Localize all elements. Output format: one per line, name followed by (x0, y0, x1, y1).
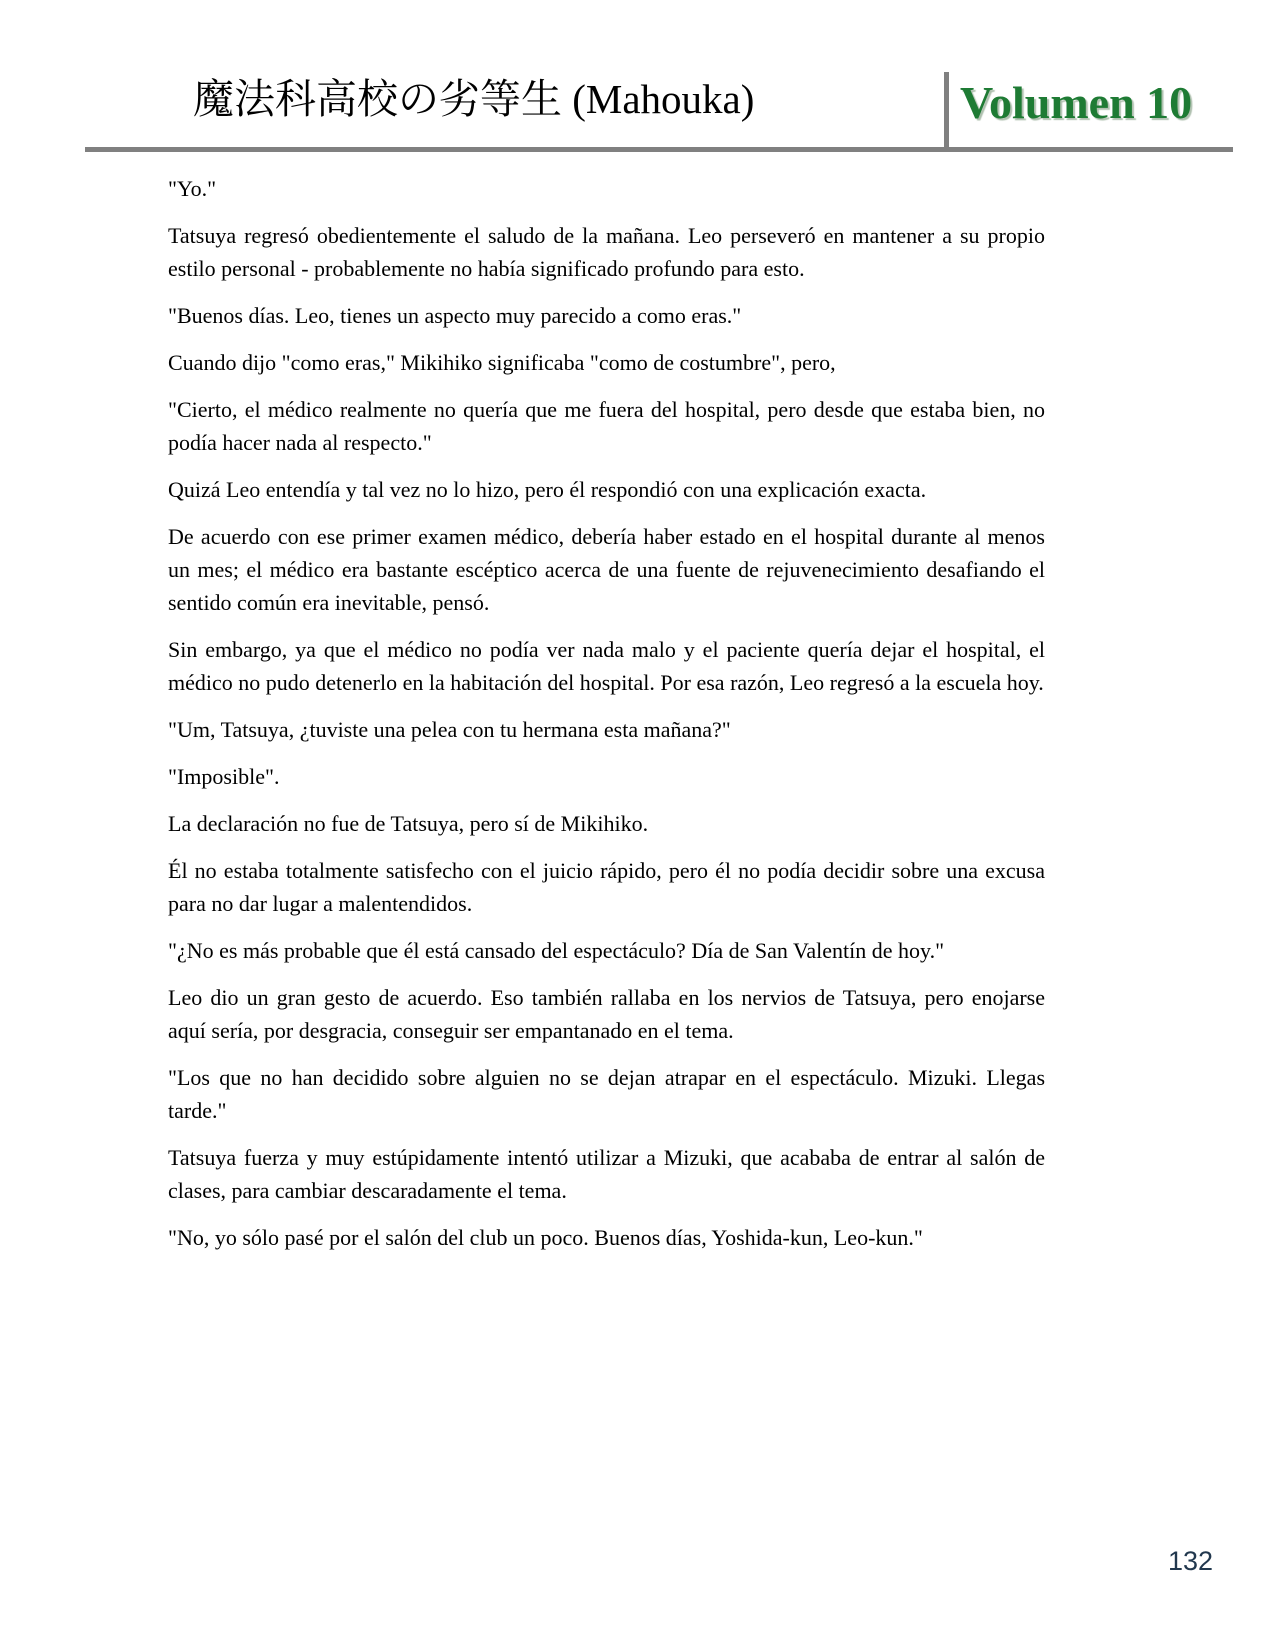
paragraph: Tatsuya regresó obedientemente el saludo de la mañana. Leo perseveró en mantener a su propio estilo personal - probablemente no había significado profundo para esto. (168, 223, 1045, 281)
page-body (168, 172, 1045, 1254)
page-header (0, 0, 1275, 152)
page-number: 132 (1167, 1546, 1213, 1576)
paragraph: De acuerdo con ese primer examen médico, debería haber estado en el hospital durante al menos un mes; el médico era bastante escéptico acerca de una fuente de rejuvenecimiento desafiando el sentido común era inevitable, pensó. (168, 524, 1045, 615)
paragraph: Él no estaba totalmente satisfecho con el juicio rápido, pero él no podía decidir sobre una excusa para no dar lugar a malentendidos. (168, 858, 1045, 916)
paragraph: "¿No es más probable que él está cansado del espectáculo? Día de San Valentín de hoy." (168, 938, 945, 963)
paragraph: "Yo." (168, 176, 217, 201)
header-vertical-divider (944, 72, 949, 150)
paragraph: "Los que no han decidido sobre alguien no se dejan atrapar en el espectáculo. Mizuki. Llegas tarde." (168, 1065, 1045, 1123)
series-title: 魔法科高校の劣等生 (Mahouka) (193, 76, 755, 122)
paragraph: Cuando dijo "como eras," Mikihiko significaba "como de costumbre", pero, (168, 350, 836, 375)
paragraph: Quizá Leo entendía y tal vez no lo hizo, pero él respondió con una explicación exacta. (168, 477, 927, 502)
paragraph: "Buenos días. Leo, tienes un aspecto muy parecido a como eras." (168, 303, 742, 328)
paragraph: La declaración no fue de Tatsuya, pero sí de Mikihiko. (168, 811, 649, 836)
header-horizontal-rule (85, 147, 1233, 152)
paragraph: "Imposible". (168, 764, 280, 789)
paragraph: Tatsuya fuerza y muy estúpidamente intentó utilizar a Mizuki, que acababa de entrar al salón de clases, para cambiar descaradamente el tema. (168, 1145, 1045, 1203)
paragraph: "No, yo sólo pasé por el salón del club un poco. Buenos días, Yoshida-kun, Leo-kun." (168, 1225, 923, 1250)
paragraph: "Cierto, el médico realmente no quería que me fuera del hospital, pero desde que estaba bien, no podía hacer nada al respecto." (168, 397, 1045, 455)
paragraph: Leo dio un gran gesto de acuerdo. Eso también rallaba en los nervios de Tatsuya, pero enojarse aquí sería, por desgracia, conseguir ser empantanado en el tema. (168, 985, 1045, 1043)
volume-label: Volumen 10 (960, 77, 1193, 128)
paragraph: Sin embargo, ya que el médico no podía ver nada malo y el paciente quería dejar el hospital, el médico no pudo detenerlo en la habitación del hospital. Por esa razón, Leo regresó a la escuela hoy. (168, 637, 1045, 695)
paragraph: "Um, Tatsuya, ¿tuviste una pelea con tu hermana esta mañana?" (168, 717, 731, 742)
